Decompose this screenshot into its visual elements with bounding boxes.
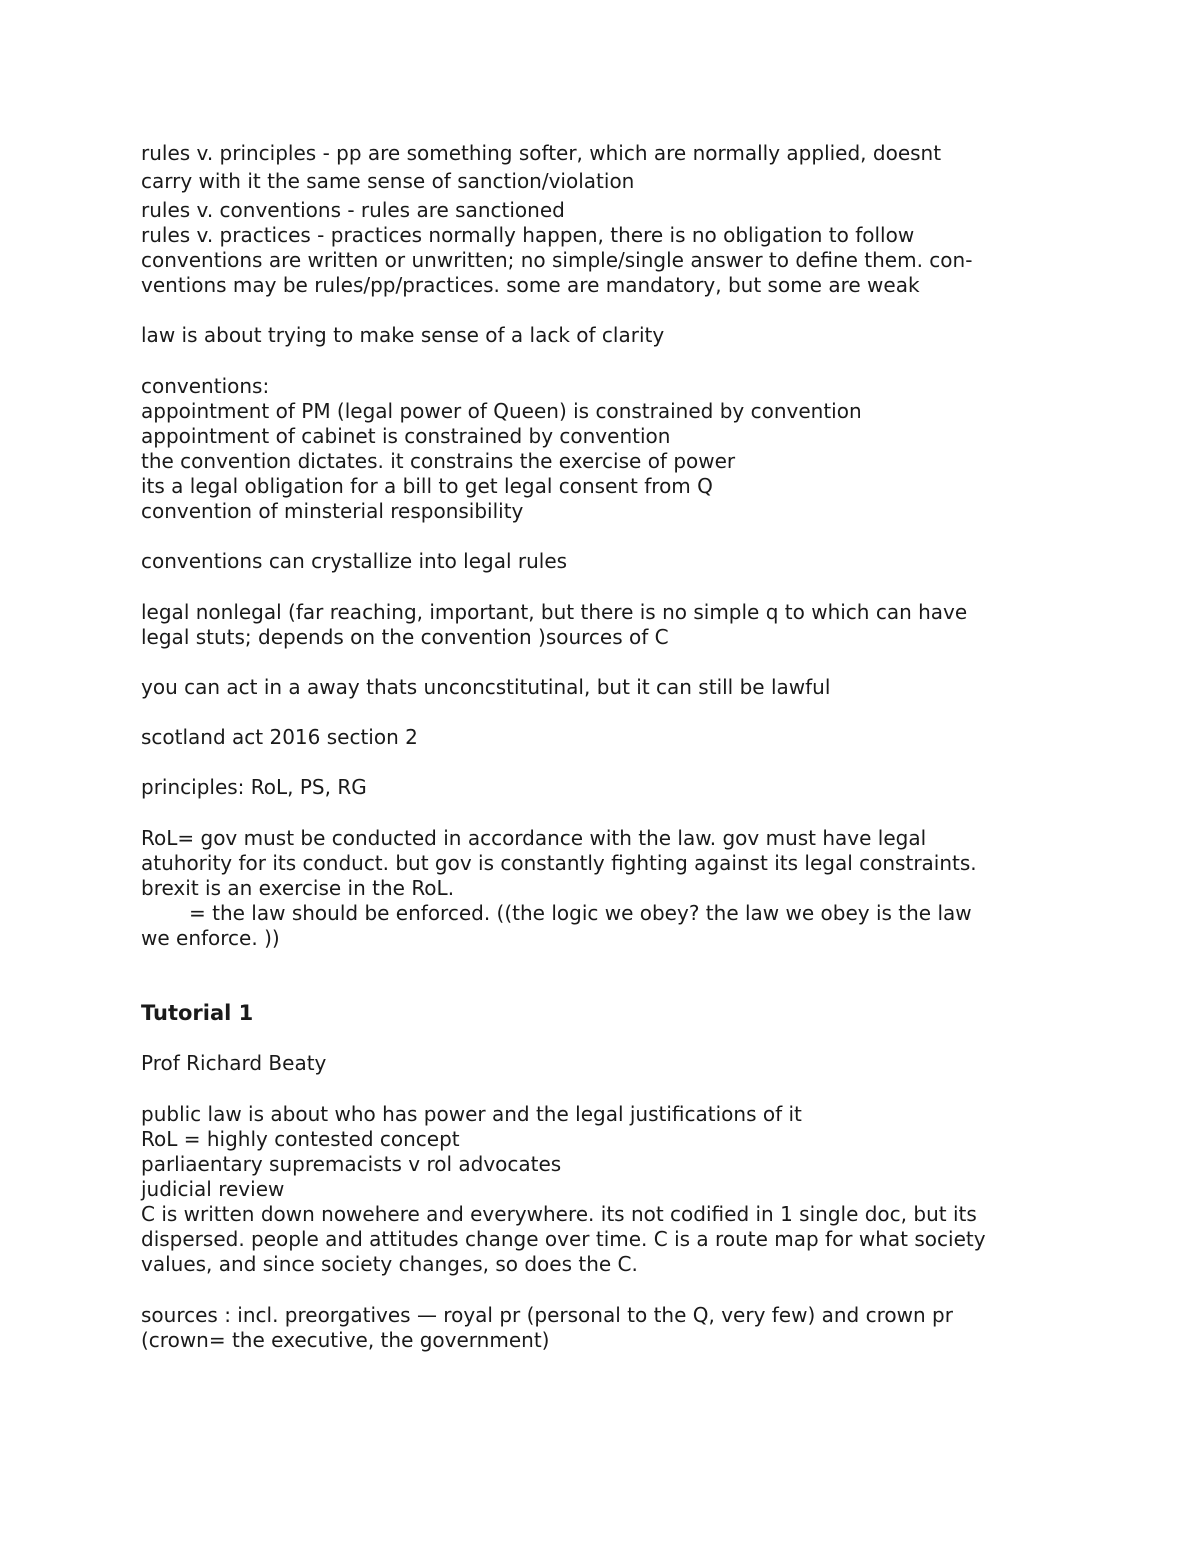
text-line: carry with it the same sense of sanction/violation	[141, 169, 635, 193]
text-line: convention of minsterial responsibility	[141, 499, 524, 523]
text-line: RoL = highly contested concept	[141, 1127, 460, 1151]
text-line: the convention dictates. it constrains the exercise of power	[141, 449, 736, 473]
text-line: C is written down nowehere and everywhere. its not codified in 1 single doc, but its	[141, 1202, 977, 1226]
text-line: ventions may be rules/pp/practices. some are mandatory, but some are weak	[141, 273, 920, 297]
text-line: parliaentary supremacists v rol advocates	[141, 1152, 562, 1176]
text-line: we enforce. ))	[141, 926, 280, 950]
text-line: Prof Richard Beaty	[141, 1051, 327, 1075]
text-line: values, and since society changes, so does the C.	[141, 1252, 638, 1276]
section-heading: Tutorial 1	[141, 1001, 254, 1025]
text-line: sources : incl. preorgatives — royal pr (personal to the Q, very few) and crown pr	[141, 1303, 953, 1327]
text-line: conventions are written or unwritten; no simple/single answer to define them. con-	[141, 248, 973, 272]
text-line: rules v. principles - pp are something softer, which are normally applied, doesnt	[141, 141, 942, 165]
text-line: legal stuts; depends on the convention )sources of C	[141, 625, 669, 649]
text-line: conventions:	[141, 374, 270, 398]
text-line: appointment of cabinet is constrained by convention	[141, 424, 671, 448]
text-line: (crown= the executive, the government)	[141, 1328, 550, 1352]
text-line: brexit is an exercise in the RoL.	[141, 876, 455, 900]
text-line: dispersed. people and attitudes change over time. C is a route map for what society	[141, 1227, 986, 1251]
text-line: principles: RoL, PS, RG	[141, 775, 367, 799]
text-line: atuhority for its conduct. but gov is constantly fighting against its legal constraints.	[141, 851, 977, 875]
text-line: law is about trying to make sense of a lack of clarity	[141, 323, 665, 347]
text-line: judicial review	[141, 1177, 285, 1201]
text-line: conventions can crystallize into legal rules	[141, 549, 568, 573]
text-line: appointment of PM (legal power of Queen) is constrained by convention	[141, 399, 862, 423]
text-line: you can act in a away thats unconcstitutinal, but it can still be lawful	[141, 675, 831, 699]
text-line: = the law should be enforced. ((the logic we obey? the law we obey is the law	[189, 901, 972, 925]
text-line: rules v. practices - practices normally happen, there is no obligation to follow	[141, 223, 915, 247]
text-line: scotland act 2016 section 2	[141, 725, 418, 749]
text-line: rules v. conventions - rules are sanctioned	[141, 198, 565, 222]
text-line: legal nonlegal (far reaching, important, but there is no simple q to which can have	[141, 600, 968, 624]
text-line: its a legal obligation for a bill to get legal consent from Q	[141, 474, 713, 498]
text-line: public law is about who has power and the legal justifications of it	[141, 1102, 802, 1126]
text-line: RoL= gov must be conducted in accordance with the law. gov must have legal	[141, 826, 927, 850]
